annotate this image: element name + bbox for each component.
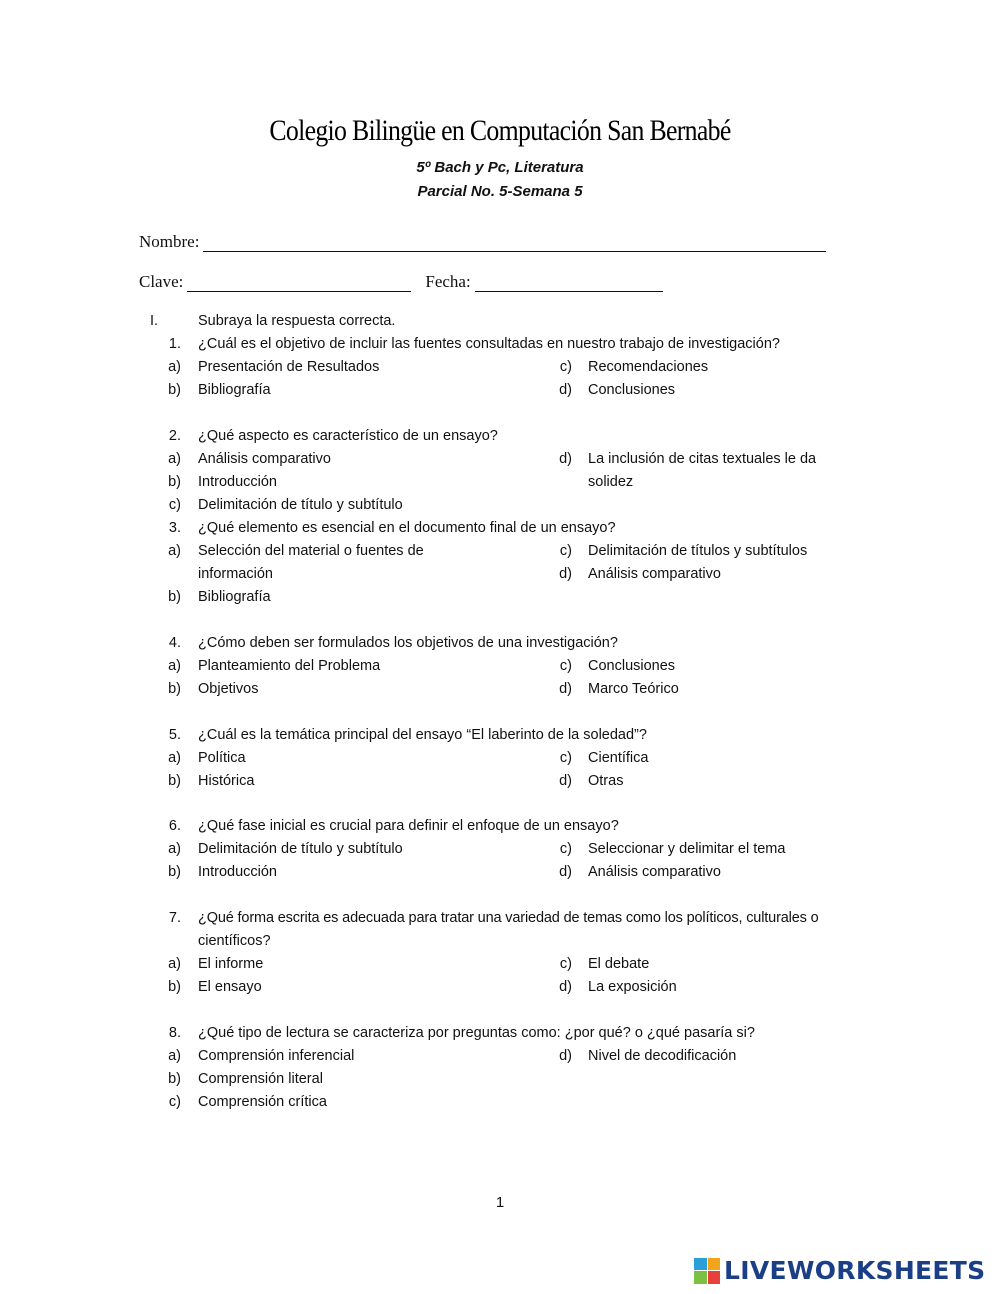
option-text: Científica [588, 750, 649, 766]
option-text: Otras [588, 773, 624, 789]
option-text: Marco Teórico [588, 681, 679, 697]
option-label: b) [168, 474, 181, 490]
page-number: 1 [495, 1194, 505, 1211]
option-label: b) [168, 979, 181, 995]
question-number: 1. [168, 336, 181, 352]
option-text: Análisis comparativo [588, 566, 721, 582]
option-text: Selección del material o fuentes de [198, 543, 424, 559]
question-number: 5. [168, 727, 181, 743]
option-label: a) [168, 359, 181, 375]
liveworksheets-icon [694, 1258, 720, 1284]
question-text: ¿Qué fase inicial es crucial para definir el enfoque de un ensayo? [198, 818, 619, 834]
question-number: 7. [168, 910, 181, 926]
option-text-continued: solidez [588, 474, 634, 490]
option-text: El ensayo [198, 979, 262, 995]
option-text: Seleccionar y delimitar el tema [588, 841, 786, 857]
course-subtitle: 5º Bach y Pc, Literatura [416, 159, 584, 176]
option-text: Conclusiones [588, 658, 676, 674]
question-number: 3. [168, 520, 181, 536]
exam-subtitle: Parcial No. 5-Semana 5 [417, 183, 583, 200]
option-label: d) [559, 1048, 572, 1064]
question-number: 2. [168, 428, 181, 444]
section-instruction: Subraya la respuesta correcta. [198, 313, 396, 329]
option-text: Delimitación de títulos y subtítulos [588, 543, 808, 559]
question-text: ¿Qué elemento es esencial en el documento final de un ensayo? [198, 520, 616, 536]
option-text: Histórica [198, 773, 255, 789]
question-text: ¿Cuál es el objetivo de incluir las fuentes consultadas en nuestro trabajo de investigación? [198, 336, 780, 352]
option-text: Recomendaciones [588, 359, 709, 375]
option-label: a) [168, 841, 181, 857]
option-text: Comprensión inferencial [198, 1048, 355, 1064]
option-label: c) [168, 497, 181, 513]
option-text: Bibliografía [198, 589, 271, 605]
question-text: ¿Qué aspecto es característico de un ensayo? [198, 428, 498, 444]
option-label: b) [168, 864, 181, 880]
option-label: c) [559, 359, 572, 375]
question-text: ¿Cuál es la temática principal del ensayo “El laberinto de la soledad”? [198, 727, 647, 743]
option-label: a) [168, 451, 181, 467]
option-label: d) [559, 451, 572, 467]
option-label: b) [168, 589, 181, 605]
school-title: Colegio Bilingüe en Computación San Bernabé [269, 114, 731, 147]
option-text: Delimitación de título y subtítulo [198, 841, 403, 857]
option-label: b) [168, 382, 181, 398]
option-label: b) [168, 773, 181, 789]
option-text: Comprensión literal [198, 1071, 323, 1087]
option-label: c) [559, 841, 572, 857]
nombre-field[interactable] [203, 234, 826, 252]
option-label: a) [168, 543, 181, 559]
option-text: Política [198, 750, 246, 766]
option-label: d) [559, 681, 572, 697]
option-label: a) [168, 956, 181, 972]
option-text: Objetivos [198, 681, 259, 697]
question-text: ¿Qué tipo de lectura se caracteriza por preguntas como: ¿por qué? o ¿qué pasaría si? [198, 1025, 755, 1041]
option-text: Conclusiones [588, 382, 676, 398]
option-text: Presentación de Resultados [198, 359, 380, 375]
option-label: d) [559, 864, 572, 880]
option-label: a) [168, 658, 181, 674]
option-text-continued: información [198, 566, 273, 582]
question-text-continued: científicos? [198, 933, 271, 949]
option-text: Planteamiento del Problema [198, 658, 381, 674]
option-label: c) [559, 750, 572, 766]
option-text: Análisis comparativo [588, 864, 721, 880]
option-label: c) [168, 1094, 181, 1110]
option-label: b) [168, 681, 181, 697]
fecha-field[interactable] [475, 274, 663, 292]
nombre-label: Nombre: [139, 232, 200, 251]
option-label: d) [559, 979, 572, 995]
clave-fecha-row [139, 272, 663, 292]
clave-label: Clave: [139, 272, 184, 291]
question-number: 6. [168, 818, 181, 834]
section-numeral: I. [150, 313, 159, 329]
option-label: a) [168, 750, 181, 766]
option-text: La exposición [588, 979, 677, 995]
option-label: a) [168, 1048, 181, 1064]
liveworksheets-logo [694, 1256, 985, 1285]
option-text: El informe [198, 956, 264, 972]
question-number: 8. [168, 1025, 181, 1041]
option-label: b) [168, 1071, 181, 1087]
option-text: Delimitación de título y subtítulo [198, 497, 403, 513]
question-text: ¿Cómo deben ser formulados los objetivos de una investigación? [198, 635, 618, 651]
option-text: Bibliografía [198, 382, 271, 398]
option-text: Comprensión crítica [198, 1094, 327, 1110]
option-text: La inclusión de citas textuales le da [588, 451, 817, 467]
option-text: Introducción [198, 864, 277, 880]
option-text: Nivel de decodificación [588, 1048, 737, 1064]
option-label: d) [559, 566, 572, 582]
question-text: ¿Qué forma escrita es adecuada para tratar una variedad de temas como los políticos, culturales o [198, 910, 819, 926]
nombre-row [139, 232, 826, 252]
clave-field[interactable] [187, 274, 411, 292]
option-label: c) [559, 658, 572, 674]
option-label: c) [559, 956, 572, 972]
brand-name: LIVEWORKSHEETS [724, 1256, 986, 1285]
option-label: d) [559, 382, 572, 398]
question-number: 4. [168, 635, 181, 651]
option-text: El debate [588, 956, 650, 972]
option-text: Análisis comparativo [198, 451, 331, 467]
option-text: Introducción [198, 474, 277, 490]
fecha-label: Fecha: [425, 272, 471, 291]
option-label: c) [559, 543, 572, 559]
option-label: d) [559, 773, 572, 789]
